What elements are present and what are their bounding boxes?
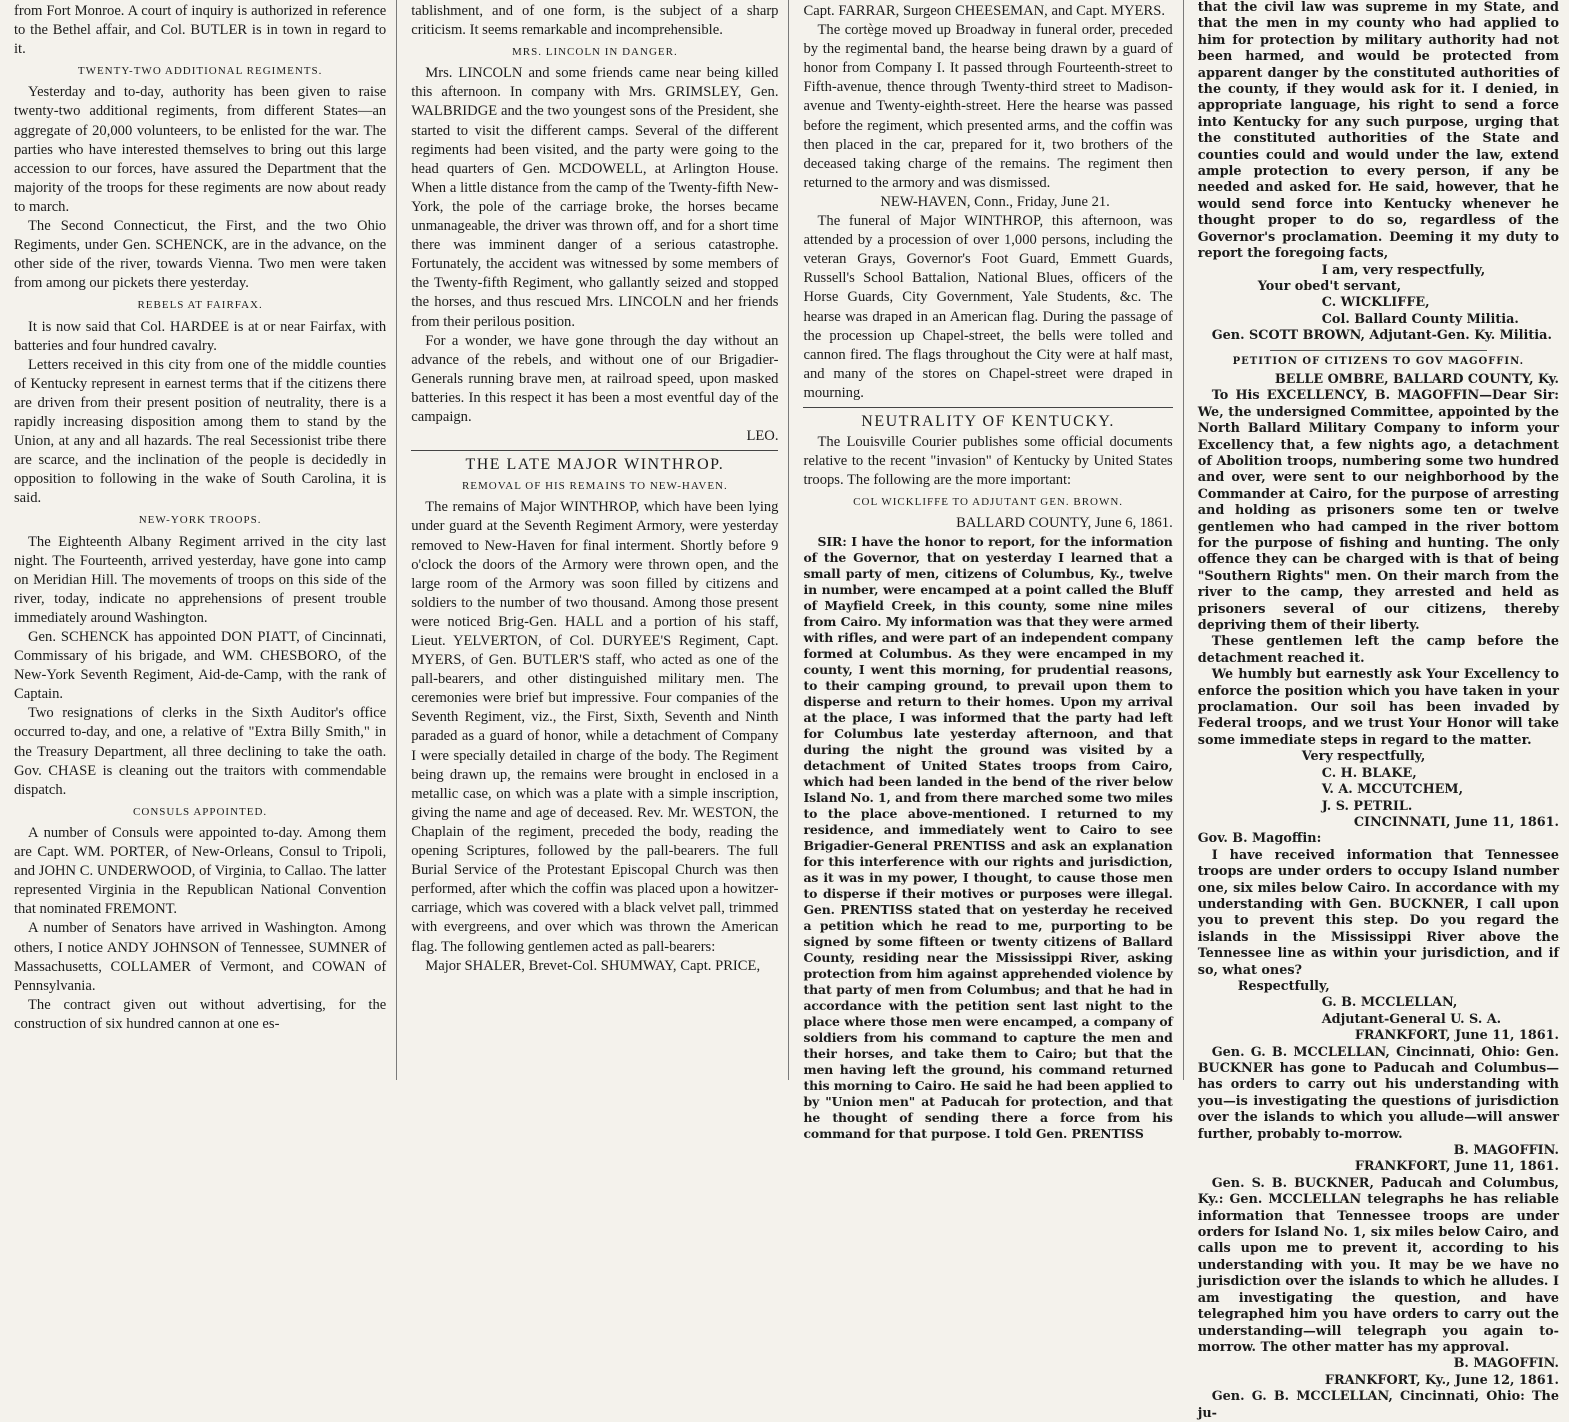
column-2 [397,0,788,1080]
section-heading: REMOVAL OF HIS REMAINS TO NEW-HAVEN. [461,480,728,493]
dateline: FRANKFORT, June 11, 1861. [1354,1028,1559,1044]
addressee: Gov. B. Magoffin: [1197,831,1322,847]
dateline: BALLARD COUNTY, June 6, 1861. [956,515,1173,532]
paragraph: The funeral of Major WINTHROP, this afternoon, was attended by a procession of over 1,000 persons, including the veteran Grays, Governor's Foot Guard, Emmett Guards, Russell's School Battalion, National Blues, officers of the Horse Guards, City Government, Yale Students, &c. The hearse was draped in an American flag. During the passage of the procession up Chapel-street, the bells were tolled and cannon fired. The flags throughout the City were at half mast, and many of the stores on Chapel-street were draped in mourning. [803,213,1173,401]
paragraph: Gen. S. B. BUCKNER, Paducah and Columbus, Ky.: Gen. MCCLELLAN telegraphs he has reliable information that Tennessee troops are under orders for Island No. 1, six miles below Cairo, and calls upon me to prevent it, according to his understanding with you. It may be we have no jurisdiction over the islands to which he alludes. I am investigating the question, and have telegraphed him you have orders to carry out the understanding—will telegraph you again to-morrow. The other matter has my approval. [1197,1175,1559,1355]
byline: LEO. [746,428,779,445]
signature: B. MAGOFFIN. [1453,1356,1559,1372]
column-1 [0,0,396,1080]
article-title: THE LATE MAJOR WINTHROP. [465,456,725,474]
divider [1270,350,1487,351]
paragraph: The Eighteenth Albany Regiment arrived in the city last night. The Fourteenth, arrived yesterday, have gone into camp on Meridian Hill. The movements of troops on this side of the river, today, indicate no apprehensions of present trouble immediately around Washington. [14,533,387,626]
paragraph: tablishment, and of one form, is the subject of a sharp criticism. It seems remarkable and incomprehensible. [411,3,779,39]
signature: G. B. MCCLELLAN, [1321,995,1458,1011]
section-heading: CONSULS APPOINTED. [133,805,268,818]
section-heading: NEW-YORK TROOPS. [138,514,262,527]
addressee: Gen. SCOTT BROWN, Adjutant-Gen. Ky. Militia. [1211,328,1552,344]
divider [411,450,778,451]
letter-body [803,534,1172,1142]
signature: B. MAGOFFIN. [1453,1143,1559,1159]
paragraph: The Second Connecticut, the First, and the two Ohio Regiments, under Gen. SCHENCK, are in the advance, on the other side of the river, towards Vienna. Two men were taken from among our pickets there yesterday. [14,218,387,292]
paragraph: Capt. FARRAR, Surgeon CHEESEMAN, and Capt. MYERS. [803,3,1165,19]
paragraph: A number of Senators have arrived in Washington. Among others, I notice ANDY JOHNSON of Tennessee, SUMNER of Massachusetts, COLLAMER of Vermont, and COWAN of Pennsylvania. [14,920,387,994]
section-heading: PETITION OF CITIZENS TO GOV MAGOFFIN. [1232,355,1525,367]
dateline: BELLE OMBRE, BALLARD COUNTY, Ky. [1274,371,1559,387]
paragraph: The cortège moved up Broadway in funeral order, preceded by the regimental band, the hearse being drawn by a guard of honor from Company I. It passed through Fourteenth-street to Fifth-avenue, thence through Twenty-third street to Madison-avenue and Twenty-eighth-street. Here the hearse was passed before the regiment, which presented arms, and the coffin was then placed in the car, prepared for it, two brothers of the deceased taking charge of the remains. The regiment then returned to the armory and was dismissed. [803,22,1173,191]
paragraph: that the civil law was supreme in my State, and that the men in my county who had applied to him for protection by military authority had not been harmed, and would be protected from apparent danger by the constituted authorities of the county, if they would ask for it. I denied, in appropriate language, his right to send a force into Kentucky for any such purpose, urging that the constituted authorities of the State and counties could and would under the law, extend ample protection to every person, if any be needed and asked for. He said, however, that he would send force into Kentucky whenever he thought proper to do so, regardless of the Governor's proclamation. Deeming it my duty to report the foregoing facts, [1197,0,1559,262]
article-title: NEUTRALITY OF KENTUCKY. [861,412,1115,430]
signature-title: Col. Ballard County Militia. [1321,311,1519,327]
paragraph: To His EXCELLENCY, B. MAGOFFIN—Dear Sir: We, the undersigned Committee, appointed by the North Ballard Military Company to inform your Excellency that, a few nights ago, a detachment of Abolition troops, numbering some two hundred and over, were sent to our neighborhood by the Commander at Cairo, for the purpose of arresting and holding as prisoners some ten or twelve gentlemen who had camped in the river bottom for the purpose of fishing and hunting. The only offence they can be charged with is that of being "Southern Rights" men. On their march from the river to the camp, they arrested and held as prisoners several of our citizens, thereby depriving them of their liberty. [1197,388,1559,634]
letter-closing: I am, very respectfully, [1321,262,1486,278]
signature: J. S. PETRIL. [1321,798,1413,814]
paragraph: Gen. SCHENCK has appointed DON PIATT, of Cincinnati, Commissary of his brigade, and WM. CHESBORO, of the New-York Seventh Regiment, Aid-de-Camp, with the rank of Captain. [14,629,387,703]
letter-closing: Your obed't servant, [1257,278,1402,294]
column-3 [789,0,1182,1141]
paragraph: SIR: I have the honor to report, for the information of the Governor, that on yesterday I learned that a small party of men, citizens of Columbus, Ky., twelve in number, were encamped at a point called the Bluff of Mayfield Creek, in this county, some nine miles from Cairo. My information was that they were armed with rifles, and were part of an independent company formed at Columbus. As they were encamped in my county, I went this morning, for prudential reasons, to their camping ground, to prevail upon them to disperse and return to their homes. Upon my arrival at the place, I was informed that the party had left for Columbus late yesterday afternoon, and that during the night the ground was visited by a detachment of United States troops from Cairo, which had been landed in the bend of the river below Island No. 1, and from there marched some two miles to the place above-mentioned. I returned to my residence, and immediately went to Cairo to see Brigadier-General PRENTISS and ask an explanation for this interference with our rights and jurisdiction, as it was in my power, I thought, to cause those men to disperse if their motives or purposes were illegal. Gen. PRENTISS stated that on yesterday he received a petition which he read to me, purporting to be signed by some fifteen or twenty citizens of Ballard County, residing near the Mississippi River, asking protection from him against apprehended violence by that party of men from Columbus; and that he had in accordance with the petition sent last night to the place where those men were encamped, a company of soldiers from his command to capture the men and their horses, and take them to Cairo; but that the men having left the ground, his command returned this morning to Cairo. He said he had been applied to by "Union men" at Paducah for protection, and that he thought of sending there a force from his command for that purpose. I told Gen. PRENTISS [803,533,1173,1141]
letter-closing: Respectfully, [1237,978,1330,994]
paragraph: Yesterday and to-day, authority has been given to raise twenty-two additional regiments, from different States—an aggregate of 20,000 volunteers, to be enlisted for the war. The parties who have interested themselves to bring out this large accession to our forces, have assured the Department that the majority of the troops for these regiments are now about ready to march. [14,84,387,215]
paragraph: Gen. G. B. MCCLELLAN, Cincinnati, Ohio: The ju- [1197,1389,1559,1421]
paragraph: For a wonder, we have gone through the day without an advance of the rebels, and without one of our Brigadier-Generals running brave men, at railroad speed, upon masked batteries. In this respect it has been a most eventful day of the campaign. [411,332,779,425]
letter-closing: Very respectfully, [1301,749,1426,765]
paragraph: Mrs. LINCOLN and some friends came near being killed this afternoon. In company with Mrs. GRIMSLEY, Gen. WALBRIDGE and the two youngest sons of the President, she started to visit the different camps. Several of the different regiments had been visited, and the party were going to the head quarters of Gen. MCDOWELL, at Arlington House. When a little distance from the camp of the Twenty-fifth New-York, the pole of the carriage broke, the horses became unmanageable, the driver was thrown off, and for a short time there was imminent danger of a serious catastrophe. Fortunately, the accident was witnessed by some members of the Twenty-fifth Regiment, who gallantly seized and stopped the horses, and thus rescued Mrs. LINCOLN and her friends from their perilous position. [411,65,779,330]
paragraph: I have received information that Tennessee troops are under orders to occupy Island number one, six miles below Cairo. In accordance with my understanding with Gen. BUCKNER, I call upon you to prevent this step. Do you regard the islands in the Mississippi River above the Tennessee line as within your jurisdiction, and if so, what ones? [1197,847,1559,978]
paragraph: The contract given out without advertising, for the construction of six hundred cannon at one es- [14,996,387,1032]
section-heading: TWENTY-TWO ADDITIONAL REGIMENTS. [77,65,323,78]
paragraph: These gentlemen left the camp before the detachment reached it. [1197,634,1559,666]
signature: C. H. BLAKE, [1321,765,1417,781]
signature: C. WICKLIFFE, [1321,295,1430,311]
section-heading: COL WICKLIFFE TO ADJUTANT GEN. BROWN. [853,496,1124,509]
divider [803,407,1172,408]
paragraph: Letters received in this city from one of the middle counties of Kentucky represent in earnest terms that if the citizens there are driven from their present position of neutrality, there is a rapidly increasing disposition among them to stand by the Union, at any and all hazards. The real Secessionist tribe there are scarce, and the inclination of the people is decidedly in opposition to following in the wake of South Carolina, it is said. [14,356,387,507]
dateline: CINCINNATI, June 11, 1861. [1353,814,1559,830]
paragraph: We humbly but earnestly ask Your Excellency to enforce the position which you have taken in your proclamation. Our soil has been invaded by Federal troops, and we trust Your Honor will take some immediate steps in regard to the matter. [1197,667,1559,748]
paragraph: A number of Consuls were appointed to-day. Among them are Capt. WM. PORTER, of New-Orleans, Consul to Tripoli, and JOHN C. UNDERWOOD, of Virginia, to Callao. The latter represented Virginia in the Republican National Convention that nominated FREMONT. [14,824,387,918]
paragraph: Major SHALER, Brevet-Col. SHUMWAY, Capt. PRICE, [425,957,761,974]
paragraph: The remains of Major WINTHROP, which have been lying under guard at the Seventh Regiment Armory, were yesterday removed to New-Haven for final interment. Shortly before 9 o'clock the doors of the Armory were thrown open, and the large room of the Armory was soon filled by citizens and soldiers to the number of two thousand. Among those present were noticed Brig-Gen. HALL and a portion of his staff, Lieut. YELVERTON, of Col. DURYEE'S Regiment, Capt. MYERS, of Gen. BUTLER'S staff, who acted as one of the pall-bearers, and other distinguished military men. The ceremonies were brief but impressive. Four companies of the Seventh Regiment, viz., the First, Sixth, Seventh and Ninth paraded as a guard of honor, while a detachment of Company I were specially detailed in charge of the body. The Regiment being drawn up, the remains were brought in enclosed in a metallic case, on which was a plate with a simple inscription, giving the name and age of deceased. Rev. Mr. WESTON, the Chaplain of the regiment, preceded the body, reading the opening Scriptures, followed by the pall-bearers. The full Burial Service of the Protestant Episcopal Church was then performed, after which the coffin was placed upon a howitzer-carriage, which was covered with a black velvet pall, trimmed with evergreens, and over which was thrown the American flag. The following gentlemen acted as pall-bearers: [411,499,779,955]
paragraph: Two resignations of clerks in the Sixth Auditor's office occurred to-day, and one, a relative of "Extra Billy Smith," in the Treasury Department, all three declining to take the oath. Gov. CHASE is cleaning out the traitors with commendable dispatch. [14,705,387,798]
column-4 [1184,0,1569,1421]
paragraph: Gen. G. B. MCCLELLAN, Cincinnati, Ohio: Gen. BUCKNER has gone to Paducah and Columbus—has orders to carry out his understanding with you—is investigating the questions of jurisdiction over the islands to which you allude—will answer further, probably to-morrow. [1197,1044,1559,1142]
signature-title: Adjutant-General U. S. A. [1321,1011,1502,1027]
paragraph: The Louisville Courier publishes some official documents relative to the recent "invasion" of Kentucky by United States troops. The following are the more important: [803,434,1173,489]
section-heading: MRS. LINCOLN IN DANGER. [512,46,678,59]
dateline: FRANKFORT, Ky., June 12, 1861. [1324,1372,1559,1388]
paragraph: It is now said that Col. HARDEE is at or near Fairfax, with batteries and four hundred cavalry. [14,318,387,354]
section-heading: REBELS AT FAIRFAX. [137,299,263,312]
dateline: NEW-HAVEN, Conn., Friday, June 21. [880,193,1110,210]
paragraph: from Fort Monroe. A court of inquiry is authorized in reference to the Bethel affair, and Col. BUTLER is in town in regard to it. [14,3,387,58]
dateline: FRANKFORT, June 11, 1861. [1354,1159,1559,1175]
signature: V. A. MCCUTCHEM, [1321,782,1464,798]
